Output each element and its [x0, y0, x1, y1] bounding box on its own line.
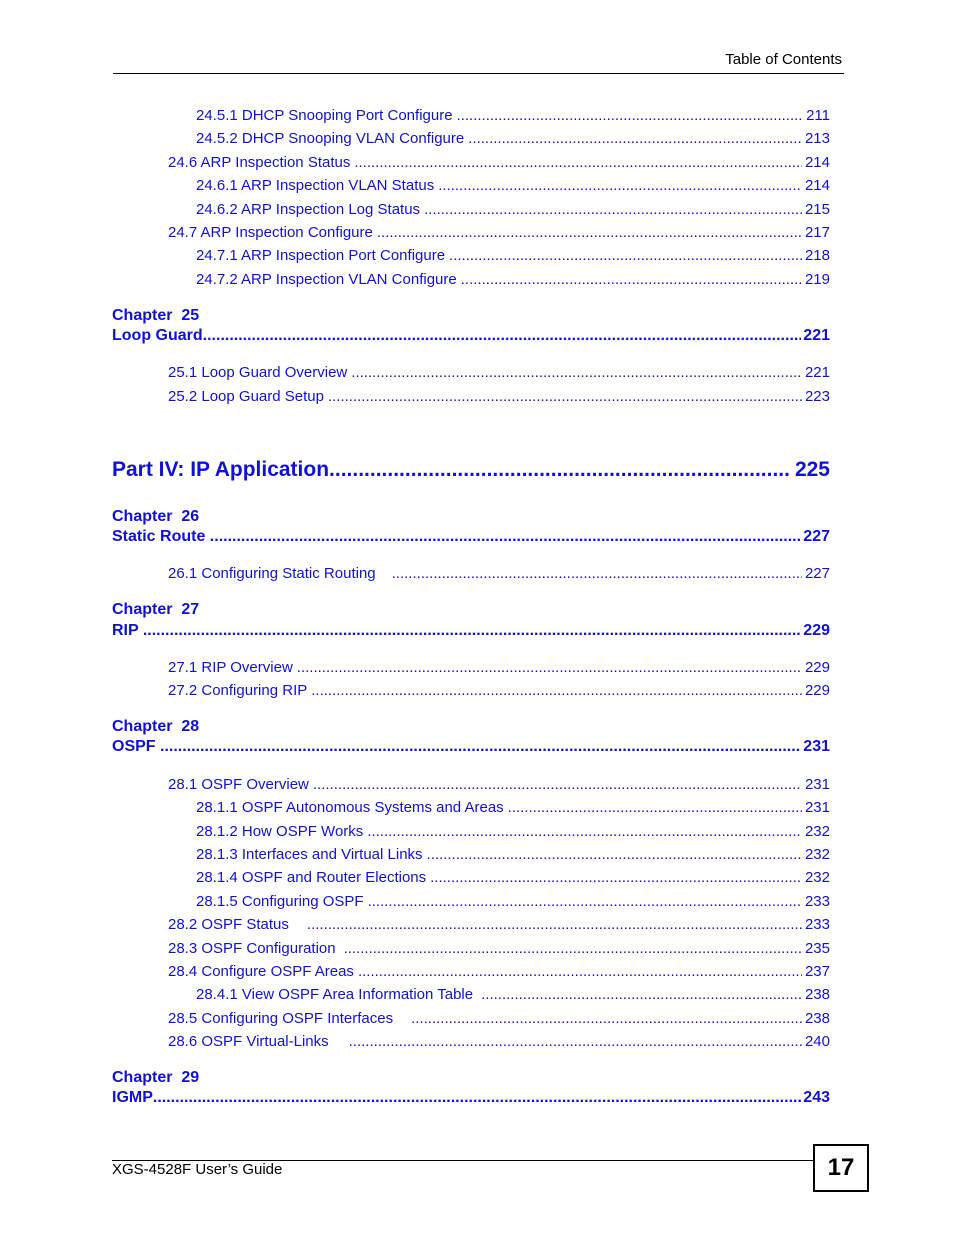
toc-leader-dots — [210, 528, 802, 546]
toc-page-number: 227 — [803, 528, 830, 545]
toc-page-number: 225 — [794, 458, 830, 481]
toc-page-number: 233 — [804, 916, 830, 933]
chapter-28-label[interactable]: Chapter 28 — [112, 718, 200, 735]
toc-entry-label: 28.1.2 How OSPF Works — [196, 823, 364, 840]
toc-entry-24-7-2[interactable] — [196, 271, 830, 288]
toc-entry-label: 24.7 ARP Inspection Configure — [168, 224, 373, 241]
chapter-29-label[interactable]: Chapter 29 — [112, 1069, 200, 1086]
toc-leader-dots — [349, 1033, 802, 1050]
toc-entry-label: 24.6 ARP Inspection Status — [168, 154, 351, 171]
toc-entry-label: 28.1.4 OSPF and Router Elections — [196, 869, 427, 886]
toc-leader-dots — [329, 458, 790, 482]
toc-entry-28-4[interactable] — [168, 963, 830, 980]
footer-guide-title: XGS-4528F User’s Guide — [112, 1161, 283, 1178]
page-number-box — [813, 1144, 869, 1192]
toc-entry-27-1[interactable] — [168, 659, 830, 676]
toc-entry-label: 28.4 Configure OSPF Areas — [168, 963, 354, 980]
toc-entry-24-7-1[interactable] — [196, 247, 830, 264]
toc-entry-24-6-1[interactable] — [196, 177, 830, 194]
toc-entry-25-1[interactable] — [168, 364, 830, 381]
chapter-title: Loop Guard — [112, 327, 203, 344]
toc-leader-dots — [160, 738, 801, 756]
toc-entry-24-7[interactable] — [168, 224, 830, 241]
toc-leader-dots — [481, 986, 802, 1003]
toc-leader-dots — [438, 177, 802, 194]
toc-entry-label: 27.1 RIP Overview — [168, 659, 293, 676]
chapter-25-title-entry[interactable] — [112, 327, 830, 345]
toc-entry-label: 28.1.1 OSPF Autonomous Systems and Areas — [196, 799, 504, 816]
toc-page-number: 232 — [804, 869, 830, 886]
toc-page-number: 233 — [804, 893, 830, 910]
toc-page-number: 238 — [804, 1010, 830, 1027]
toc-entry-label: 24.5.1 DHCP Snooping Port Configure — [196, 107, 453, 124]
toc-leader-dots — [411, 1010, 802, 1027]
toc-page-number: 232 — [804, 823, 830, 840]
toc-entry-label: 28.1.3 Interfaces and Virtual Links — [196, 846, 423, 863]
toc-entry-label: 25.1 Loop Guard Overview — [168, 364, 348, 381]
toc-leader-dots — [358, 963, 802, 980]
toc-entry-28-1-4[interactable] — [196, 869, 830, 886]
toc-entry-28-1[interactable] — [168, 776, 830, 793]
toc-entry-28-2[interactable] — [168, 916, 830, 933]
chapter-28-title-entry[interactable] — [112, 738, 830, 756]
chapter-27-title-entry[interactable] — [112, 622, 830, 640]
chapter-title: IGMP — [112, 1089, 153, 1106]
toc-entry-label: 28.1 OSPF Overview — [168, 776, 309, 793]
toc-page-number: 219 — [804, 271, 830, 288]
toc-leader-dots — [311, 682, 802, 699]
toc-leader-dots — [203, 327, 802, 345]
toc-leader-dots — [297, 659, 802, 676]
chapter-26-label[interactable]: Chapter 26 — [112, 508, 200, 525]
toc-entry-28-4-1[interactable] — [196, 986, 830, 1003]
toc-entry-28-3[interactable] — [168, 940, 830, 957]
toc-entry-label: 24.6.1 ARP Inspection VLAN Status — [196, 177, 435, 194]
toc-page-number: 217 — [804, 224, 830, 241]
toc-entry-label: 27.2 Configuring RIP — [168, 682, 308, 699]
toc-page-number: 231 — [804, 799, 830, 816]
toc-entry-label: 24.7.1 ARP Inspection Port Configure — [196, 247, 446, 264]
toc-page-number: 240 — [804, 1033, 830, 1050]
toc-leader-dots — [508, 799, 802, 816]
toc-entry-label: 28.3 OSPF Configuration — [168, 940, 336, 957]
toc-entry-24-6-2[interactable] — [196, 201, 830, 218]
toc-page-number: 218 — [804, 247, 830, 264]
toc-entry-28-5[interactable] — [168, 1010, 830, 1027]
toc-entry-28-1-3[interactable] — [196, 846, 830, 863]
part-title: Part IV: IP Application — [112, 458, 330, 481]
toc-leader-dots — [307, 916, 802, 933]
toc-entry-label: 28.5 Configuring OSPF Interfaces — [168, 1010, 394, 1027]
chapter-25-label[interactable]: Chapter 25 — [112, 307, 200, 324]
toc-page-number: 231 — [804, 776, 830, 793]
toc-entry-24-5-1[interactable] — [196, 107, 830, 124]
toc-page-number: 231 — [803, 738, 830, 755]
toc-leader-dots — [344, 940, 802, 957]
toc-leader-dots — [468, 130, 802, 147]
toc-page-number: 238 — [804, 986, 830, 1003]
toc-entry-24-6[interactable] — [168, 154, 830, 171]
toc-entry-24-5-2[interactable] — [196, 130, 830, 147]
part-iv-entry[interactable] — [112, 458, 830, 482]
toc-page-number: 213 — [804, 130, 830, 147]
toc-leader-dots — [377, 224, 802, 241]
toc-leader-dots — [427, 846, 802, 863]
toc-page-number: 221 — [804, 364, 830, 381]
toc-entry-label: 28.6 OSPF Virtual-Links — [168, 1033, 329, 1050]
toc-entry-26-1[interactable] — [168, 565, 830, 582]
toc-entry-label: 24.7.2 ARP Inspection VLAN Configure — [196, 271, 457, 288]
toc-entry-label: 24.6.2 ARP Inspection Log Status — [196, 201, 421, 218]
toc-page-number: 232 — [804, 846, 830, 863]
toc-entry-label: 28.4.1 View OSPF Area Information Table — [196, 986, 474, 1003]
toc-page-number: 223 — [804, 388, 830, 405]
toc-leader-dots — [328, 388, 802, 405]
toc-entry-label: 28.2 OSPF Status — [168, 916, 289, 933]
toc-leader-dots — [313, 776, 802, 793]
toc-page-number: 243 — [803, 1089, 830, 1106]
toc-leader-dots — [449, 247, 802, 264]
toc-entry-28-6[interactable] — [168, 1033, 830, 1050]
toc-entry-label: 26.1 Configuring Static Routing — [168, 565, 376, 582]
toc-leader-dots — [461, 271, 802, 288]
toc-page-number: 214 — [804, 154, 830, 171]
running-header: Table of Contents — [725, 51, 842, 68]
toc-leader-dots — [153, 1089, 801, 1107]
chapter-title: RIP — [112, 622, 143, 639]
toc-entry-label: 24.5.2 DHCP Snooping VLAN Configure — [196, 130, 465, 147]
toc-entry-28-1-1[interactable] — [196, 799, 830, 816]
chapter-29-title-entry[interactable] — [112, 1089, 830, 1107]
toc-leader-dots — [367, 823, 802, 840]
toc-page-number: 237 — [804, 963, 830, 980]
toc-entry-28-1-5[interactable] — [196, 893, 830, 910]
chapter-26-title-entry[interactable] — [112, 528, 830, 546]
toc-entry-25-2[interactable] — [168, 388, 830, 405]
chapter-27-label[interactable]: Chapter 27 — [112, 601, 200, 618]
page-number: 17 — [827, 1154, 855, 1181]
toc-page-number: 227 — [804, 565, 830, 582]
toc-page-number: 215 — [804, 201, 830, 218]
toc-leader-dots — [457, 107, 804, 124]
toc-page-number: 229 — [804, 659, 830, 676]
toc-entry-label: 28.1.5 Configuring OSPF — [196, 893, 364, 910]
toc-page-number: 211 — [806, 107, 830, 124]
header-rule — [113, 73, 844, 74]
toc-leader-dots — [368, 893, 802, 910]
toc-leader-dots — [392, 565, 802, 582]
chapter-title: Static Route — [112, 528, 210, 545]
toc-page-number: 235 — [804, 940, 830, 957]
toc-page-number: 221 — [803, 327, 830, 344]
toc-page-number: 214 — [804, 177, 830, 194]
toc-leader-dots — [424, 201, 802, 218]
toc-entry-label: 25.2 Loop Guard Setup — [168, 388, 324, 405]
chapter-title: OSPF — [112, 738, 161, 755]
toc-leader-dots — [351, 364, 802, 381]
toc-leader-dots — [430, 869, 802, 886]
toc-leader-dots — [143, 622, 801, 640]
toc-entry-28-1-2[interactable] — [196, 823, 830, 840]
toc-leader-dots — [354, 154, 802, 171]
toc-page-number: 229 — [804, 682, 830, 699]
toc-entry-27-2[interactable] — [168, 682, 830, 699]
toc-page-number: 229 — [803, 622, 830, 639]
